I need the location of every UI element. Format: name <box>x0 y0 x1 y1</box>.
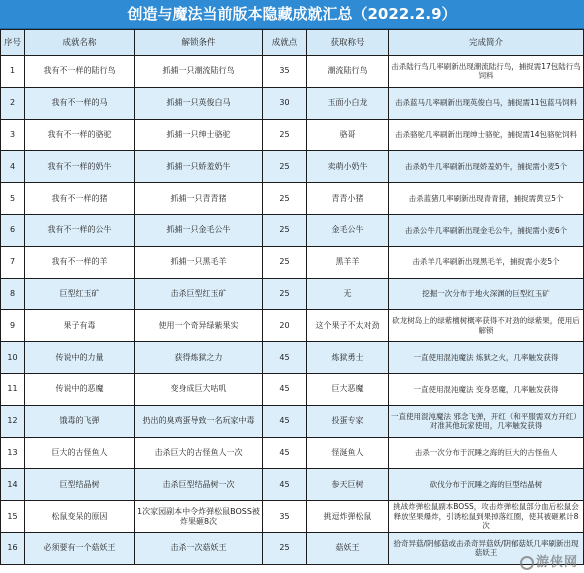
row-method-cell: 巨大恶魔 <box>307 373 389 405</box>
row-method-cell: 潮流陆行鸟 <box>307 56 389 88</box>
row-idx-cell: 15 <box>1 501 25 533</box>
table-row <box>1 246 584 278</box>
row-name-cell: 我有不一样的公牛 <box>25 214 135 246</box>
row-name-cell: 我有不一样的骆驼 <box>25 119 135 151</box>
row-name-cell: 巨大的古怪鱼人 <box>25 437 135 469</box>
row-method-cell: 玉面小白龙 <box>307 87 389 119</box>
row-points-cell: 45 <box>263 405 307 437</box>
row-name-cell: 我有不一样的羊 <box>25 246 135 278</box>
row-method-cell: 卖萌小奶牛 <box>307 151 389 183</box>
table-row <box>1 183 584 215</box>
row-points-cell: 35 <box>263 501 307 533</box>
watermark <box>520 551 578 570</box>
row-name-cell: 松鼠变呆的原因 <box>25 501 135 533</box>
header-condition: 解锁条件 <box>135 30 263 56</box>
row-method-cell: 挑逗炸弹松鼠 <box>307 501 389 533</box>
row-condition-cell: 击杀巨大的古怪鱼人一次 <box>135 437 263 469</box>
row-name-cell: 巨型红玉矿 <box>25 278 135 310</box>
table-row <box>1 119 584 151</box>
row-points-cell: 35 <box>263 56 307 88</box>
row-points-cell: 45 <box>263 373 307 405</box>
row-condition-cell: 抓捕一只青青猪 <box>135 183 263 215</box>
row-condition-cell: 1次家园副本中令炸弹松鼠BOSS被炸果砸8次 <box>135 501 263 533</box>
row-points-cell: 30 <box>263 87 307 119</box>
row-name-cell: 我有不一样的陆行鸟 <box>25 56 135 88</box>
table-row <box>1 278 584 310</box>
row-method-cell: 骆哥 <box>307 119 389 151</box>
row-points-cell: 25 <box>263 151 307 183</box>
table-row <box>1 310 584 342</box>
row-method-cell: 青青小猪 <box>307 183 389 215</box>
row-condition-cell: 获得炼狱之力 <box>135 342 263 374</box>
row-method-cell: 金毛公牛 <box>307 214 389 246</box>
row-desc-cell: 一直使用混沌魔法 变身恶魔，几率触发获得 <box>389 373 584 405</box>
row-points-cell: 25 <box>263 532 307 564</box>
row-condition-cell: 击杀巨型结晶树一次 <box>135 469 263 501</box>
row-method-cell: 投蛋专家 <box>307 405 389 437</box>
watermark-text: 游侠网 <box>535 555 578 570</box>
achievements-table <box>0 29 584 565</box>
row-idx-cell: 11 <box>1 373 25 405</box>
row-desc-cell: 击杀羊几率刷新出现黑毛羊，捕捉需小麦5个 <box>389 246 584 278</box>
row-method-cell: 炼狱勇士 <box>307 342 389 374</box>
row-idx-cell: 8 <box>1 278 25 310</box>
row-name-cell: 我有不一样的马 <box>25 87 135 119</box>
row-condition-cell: 使用一个奇异绿紫果实 <box>135 310 263 342</box>
row-name-cell: 果子有毒 <box>25 310 135 342</box>
row-desc-cell: 击杀骆驼几率刷新出现绅士骆驼，捕捉需14包骆驼饲料 <box>389 119 584 151</box>
row-condition-cell: 扔出的臭鸡蛋导致一名玩家中毒 <box>135 405 263 437</box>
row-points-cell: 25 <box>263 246 307 278</box>
header-points: 成就点 <box>263 30 307 56</box>
row-desc-cell: 砍伐分布于沉睡之海的巨型结晶树 <box>389 469 584 501</box>
row-idx-cell: 1 <box>1 56 25 88</box>
row-condition-cell: 抓捕一只金毛公牛 <box>135 214 263 246</box>
row-idx-cell: 14 <box>1 469 25 501</box>
table-row <box>1 87 584 119</box>
row-points-cell: 45 <box>263 469 307 501</box>
row-name-cell: 传说中的力量 <box>25 342 135 374</box>
row-condition-cell: 抓捕一只黑毛羊 <box>135 246 263 278</box>
table-body <box>1 56 584 565</box>
table-row <box>1 437 584 469</box>
row-idx-cell: 4 <box>1 151 25 183</box>
header-idx: 序号 <box>1 30 25 56</box>
row-name-cell: 我有不一样的猪 <box>25 183 135 215</box>
row-points-cell: 45 <box>263 437 307 469</box>
row-method-cell: 参天巨树 <box>307 469 389 501</box>
row-name-cell: 传说中的恶魔 <box>25 373 135 405</box>
row-method-cell: 怪涎鱼人 <box>307 437 389 469</box>
row-idx-cell: 16 <box>1 532 25 564</box>
row-desc-cell: 一直使用混沌魔法 邪念飞弹，开红（和平服需双方开红）对准其他玩家使用，几率触发获得 <box>389 405 584 437</box>
row-idx-cell: 9 <box>1 310 25 342</box>
row-points-cell: 25 <box>263 214 307 246</box>
row-desc-cell: 击杀奶牛几率刷新出现娇羞奶牛，捕捉需小麦5个 <box>389 151 584 183</box>
row-idx-cell: 3 <box>1 119 25 151</box>
row-condition-cell: 抓捕一只潮流陆行鸟 <box>135 56 263 88</box>
row-desc-cell: 击杀陆行鸟几率刷新出现潮流陆行鸟，捕捉需17包陆行鸟饲料 <box>389 56 584 88</box>
row-condition-cell: 击杀巨型红玉矿 <box>135 278 263 310</box>
row-condition-cell: 抓捕一只绅士骆驼 <box>135 119 263 151</box>
table-row <box>1 469 584 501</box>
row-idx-cell: 13 <box>1 437 25 469</box>
row-method-cell: 菇妖王 <box>307 532 389 564</box>
row-idx-cell: 7 <box>1 246 25 278</box>
row-idx-cell: 6 <box>1 214 25 246</box>
header-method: 获取称号 <box>307 30 389 56</box>
table-row <box>1 56 584 88</box>
row-method-cell: 黑羊羊 <box>307 246 389 278</box>
table-row <box>1 532 584 564</box>
table-row <box>1 405 584 437</box>
row-idx-cell: 10 <box>1 342 25 374</box>
row-points-cell: 45 <box>263 342 307 374</box>
row-points-cell: 20 <box>263 310 307 342</box>
watermark-logo-icon <box>520 556 534 570</box>
table-row <box>1 501 584 533</box>
header-name: 成就名称 <box>25 30 135 56</box>
row-desc-cell: 击杀公牛几率刷新出现金毛公牛，捕捉需小麦6个 <box>389 214 584 246</box>
row-desc-cell: 挖掘一次分布于地火深渊的巨型红玉矿 <box>389 278 584 310</box>
table-row <box>1 342 584 374</box>
row-condition-cell: 变身成巨大咕叽 <box>135 373 263 405</box>
table-header-row <box>1 30 584 56</box>
row-condition-cell: 击杀一次菇妖王 <box>135 532 263 564</box>
row-idx-cell: 2 <box>1 87 25 119</box>
row-name-cell: 巨型结晶树 <box>25 469 135 501</box>
row-method-cell: 这个果子不太对劲 <box>307 310 389 342</box>
row-desc-cell: 砍龙树岛上的绿紫檀树概率获得不对劲的绿紫果，使用后解锁 <box>389 310 584 342</box>
row-desc-cell: 一直使用混沌魔法 炼狱之火，几率触发获得 <box>389 342 584 374</box>
row-desc-cell: 击杀一次分布于沉睡之海的巨大的古怪鱼人 <box>389 437 584 469</box>
table-row <box>1 214 584 246</box>
row-points-cell: 25 <box>263 183 307 215</box>
row-idx-cell: 5 <box>1 183 25 215</box>
row-points-cell: 25 <box>263 278 307 310</box>
row-idx-cell: 12 <box>1 405 25 437</box>
table-row <box>1 151 584 183</box>
row-desc-cell: 击杀蓝马几率刷新出现英俊白马，捕捉需11包蓝马饲料 <box>389 87 584 119</box>
row-desc-cell: 拾奇异菇/阴郁菇或击杀奇异菇妖/阴郁菇妖几率刷新出现菇妖王 <box>389 532 584 564</box>
row-points-cell: 25 <box>263 119 307 151</box>
page-title: 创造与魔法当前版本隐藏成就汇总（2022.2.9） <box>0 0 584 29</box>
row-name-cell: 我有不一样的奶牛 <box>25 151 135 183</box>
row-desc-cell: 挑战炸弹松鼠副本BOSS，攻击炸弹松鼠部分血后松鼠会释放坚果爆炸，引诱松鼠到果掉落红圈，使其被砸累计8次 <box>389 501 584 533</box>
row-name-cell: 饿毒的飞弹 <box>25 405 135 437</box>
header-desc: 完成简介 <box>389 30 584 56</box>
row-name-cell: 必须要有一个菇妖王 <box>25 532 135 564</box>
row-desc-cell: 击杀蓝猪几率刷新出现青青猪，捕捉需黄豆5个 <box>389 183 584 215</box>
row-condition-cell: 抓捕一只英俊白马 <box>135 87 263 119</box>
row-method-cell: 无 <box>307 278 389 310</box>
row-condition-cell: 抓捕一只娇羞奶牛 <box>135 151 263 183</box>
table-row <box>1 373 584 405</box>
